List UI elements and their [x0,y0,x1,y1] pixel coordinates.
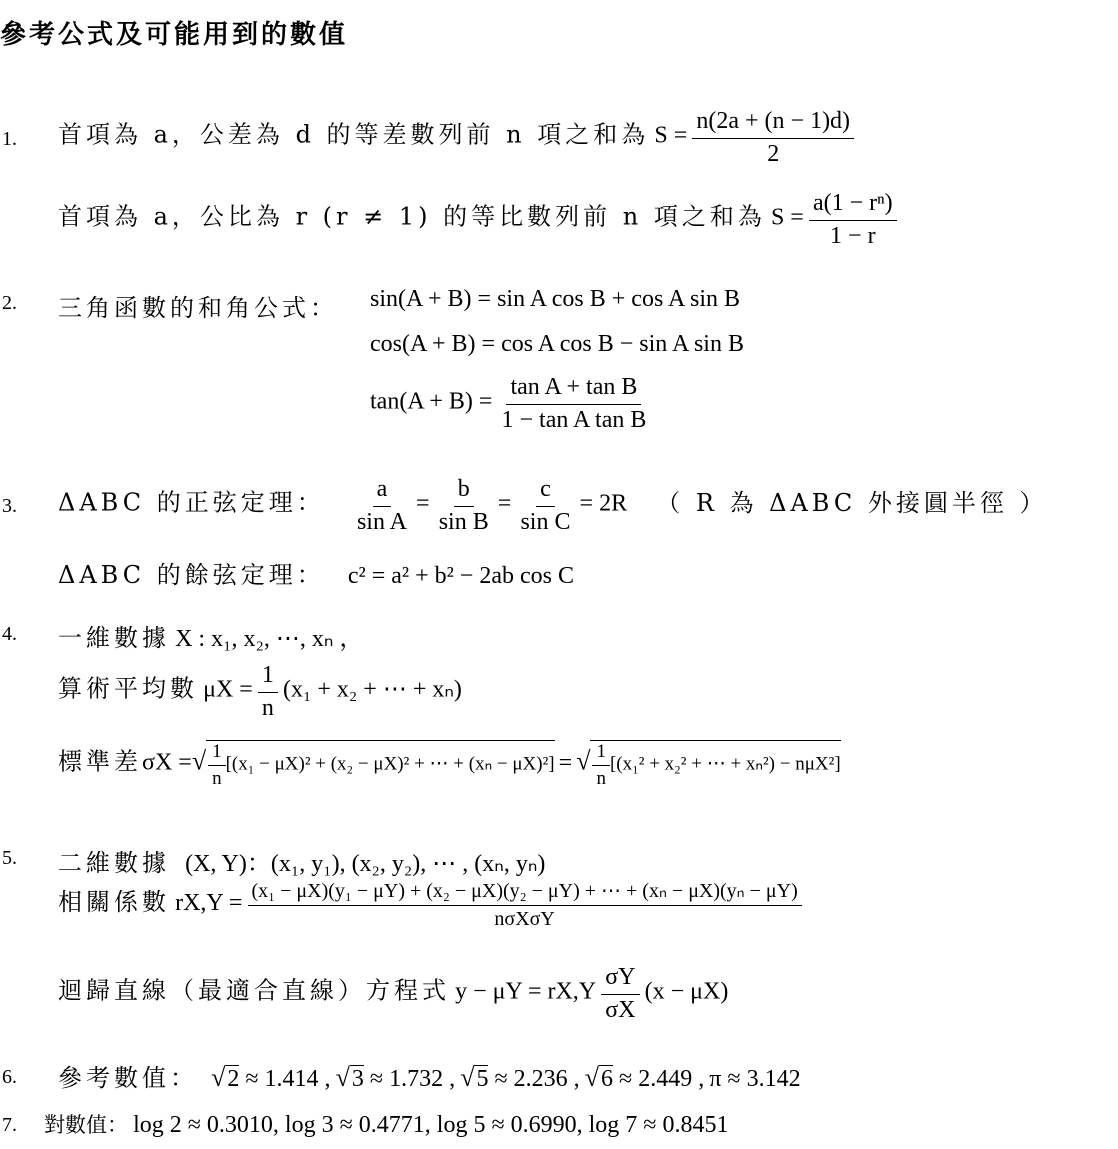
sqrt-3-value [335,1063,456,1092]
mean-row [58,662,462,722]
item-7-number: 7. [2,1114,17,1136]
sine-ratio-c-den: sin C [520,508,571,535]
sqrt-6-radicand: 6 [601,1066,614,1092]
regression-frac-num: σY [601,964,639,995]
sqrt-2-radicand: 2 [227,1066,240,1092]
mean-label: 算術平均數 [58,674,198,703]
mean-fraction-den: n [261,694,274,721]
cos-sum-formula: cos(A + B) = cos A cos B − sin A sin B [370,331,744,357]
sine-ratio-b-num: b [454,476,474,507]
sqrt-icon: √ [584,1063,600,1092]
bivariate-data-row [58,843,545,878]
reference-values-row [58,1058,801,1093]
tan-sum-row [370,374,650,434]
correlation-fraction [248,880,802,931]
law-of-sines-label: ΔABC 的正弦定理： [58,488,325,517]
bivariate-data-expr: (X, Y)：(x₁, y₁), (x₂, y₂), ⋯ , (xₙ, yₙ) [185,851,546,877]
std-dev-row [58,740,841,790]
sine-ratio-b [435,476,493,536]
std-dev-fraction-1 [208,741,226,790]
sqrt-3-approx: ≈ 1.732 , [369,1066,456,1092]
arithmetic-sum-denominator: 2 [767,140,780,167]
mean-rhs: (x₁ + x₂ + ⋯ + xₙ) [283,676,462,703]
equals-sign: = [497,490,512,517]
tan-sum-numerator: tan A + tan B [506,374,641,405]
item-5-number: 5. [2,847,17,869]
correlation-numerator: (x₁ − μX)(y₁ − μY) + (x₂ − μX)(y₂ − μY) + ⋯ + (xₙ − μX)(yₙ − μY) [248,880,802,906]
mean-fraction [258,662,278,722]
std-dev-radicand-1 [206,740,555,790]
geometric-sum-label: 首項為 a，公比為 r (r ≠ 1) 的等比數列前 n 項之和為 [58,202,766,231]
sine-ratio-b-den: sin B [438,508,489,535]
sqrt-5-approx: ≈ 2.236 , [494,1066,580,1092]
geometric-sum-fraction [809,190,897,250]
law-of-sines-row [58,476,1048,536]
sqrt-icon: √ [191,746,207,776]
trig-sum-label: 三角函數的和角公式： [58,294,338,322]
item-3-number: 3. [2,495,17,517]
regression-fraction [601,964,639,1024]
bivariate-data-label: 二維數據 [58,849,170,877]
item-6-number: 6. [2,1066,17,1088]
law-of-cosines-row [58,555,574,590]
univariate-data-expr: X : x₁, x₂, ⋯, xₙ ， [175,626,364,652]
sqrt-icon: √ [335,1063,350,1092]
law-of-cosines-formula: c² = a² + b² − 2ab cos C [347,563,574,589]
std-dev-equals: = [558,749,573,776]
sine-ratio-c [516,476,574,536]
sqrt-5-radicand: 5 [476,1066,489,1092]
tan-sum-fraction [497,374,650,434]
univariate-data-label: 一維數據 [58,624,170,652]
reference-values-label: 參考數值： [58,1064,198,1092]
geometric-sum-numerator: a(1 − rⁿ) [809,190,897,221]
equals-sign: = [416,490,430,517]
item-1-number: 1. [2,128,17,150]
univariate-data-row [58,618,363,653]
std-dev-fraction-2 [592,741,610,790]
geometric-sum-lhs: S = [770,204,804,231]
std-dev-frac-num: 1 [592,741,610,766]
sqrt-6-value [584,1063,705,1092]
geometric-sum-denominator: 1 − r [830,222,876,249]
mean-fraction-num: 1 [258,662,278,693]
sin-sum-formula: sin(A + B) = sin A cos B + cos A sin B [370,286,740,312]
std-dev-frac-num: 1 [208,741,226,766]
std-dev-frac-den: n [212,767,222,789]
tan-sum-lhs: tan(A + B) = [370,388,493,415]
item-2-number: 2. [2,292,17,314]
arithmetic-sum-row [58,108,854,168]
regression-frac-den: σX [605,996,636,1023]
regression-label: 迴歸直線（最適合直線）方程式 [58,976,450,1005]
std-dev-body-2: [(x₁² + x₂² + ⋯ + xₙ²) − nμX²] [609,753,841,775]
sqrt-5-value [460,1063,580,1092]
sine-ratio-a-num: a [373,476,392,507]
arithmetic-sum-numerator: n(2a + (n − 1)d) [692,108,854,139]
sqrt-2-value [211,1063,331,1092]
arithmetic-sum-label: 首項為 a，公差為 d 的等差數列前 n 項之和為 [58,120,650,149]
geometric-sum-row [58,190,897,250]
sqrt-6-approx: ≈ 2.449 , [619,1066,705,1092]
pi-value: π ≈ 3.142 [709,1066,801,1092]
item-4-number: 4. [2,623,17,645]
circumradius-note: （ R 為 ΔABC 外接圓半徑 ） [656,488,1048,517]
log-values: log 2 ≈ 0.3010, log 3 ≈ 0.4771, log 5 ≈ 0.6990, log 7 ≈ 0.8451 [133,1112,729,1138]
sine-ratio-a [353,476,411,536]
sine-ratio-a-den: sin A [356,508,407,535]
sqrt-3-radicand: 3 [351,1066,364,1092]
arithmetic-sum-fraction [692,108,854,168]
std-dev-lhs: σX = [142,749,192,776]
correlation-lhs: rX,Y = [175,890,243,916]
std-dev-body-1: [(x₁ − μX)² + (x₂ − μX)² + ⋯ + (xₙ − μX)²] [225,753,555,775]
regression-rhs: (x − μX) [644,978,729,1005]
correlation-row [58,880,802,931]
law-of-cosines-label: ΔABC 的餘弦定理： [58,561,325,589]
std-dev-radicand-2 [590,740,840,790]
page-title: 參考公式及可能用到的數值 [0,20,349,50]
sqrt-2-approx: ≈ 1.414 , [245,1066,331,1092]
mean-lhs: μX = [203,676,253,703]
regression-lhs: y − μY = rX,Y [455,978,597,1005]
log-values-label: 對數值： [44,1113,128,1137]
correlation-denominator: nσXσY [494,908,555,930]
std-dev-label: 標準差 [58,747,142,776]
sine-rhs: = 2R [579,490,628,517]
regression-row [58,964,728,1024]
tan-sum-denominator: 1 − tan A tan B [501,406,647,433]
sine-ratio-c-num: c [536,476,555,507]
sqrt-icon: √ [211,1063,226,1092]
sqrt-icon: √ [460,1063,475,1092]
log-values-row [44,1109,728,1139]
arithmetic-sum-lhs: S = [654,122,688,149]
correlation-label: 相關係數 [58,888,170,916]
std-dev-frac-den: n [596,767,606,789]
sqrt-icon: √ [576,746,591,776]
